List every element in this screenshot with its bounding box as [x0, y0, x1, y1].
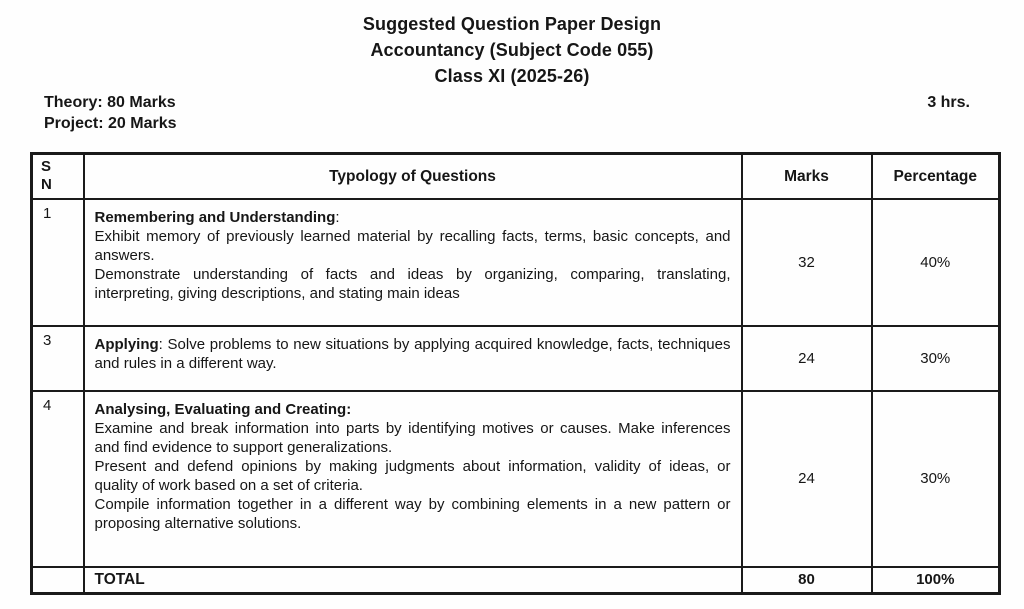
total-row [32, 567, 1000, 594]
percentage-column-header: Percentage [872, 154, 1000, 199]
sn-header-line-2: N [41, 176, 52, 193]
title-line-2: Accountancy (Subject Code 055) [370, 40, 654, 60]
marks-info [44, 92, 177, 134]
typology-paragraph: Compile information together in a different way by combining elements in a new pattern or proposing alternative solutions. [94, 495, 731, 532]
title-line-3: Class XI (2025-26) [434, 66, 590, 86]
document-title [0, 0, 1024, 89]
typology-cell [84, 326, 742, 391]
title-line-1: Suggested Question Paper Design [362, 14, 662, 34]
typology-cell [84, 391, 742, 567]
exam-duration: 3 hrs. [927, 94, 970, 111]
theory-marks: Theory: 80 Marks [44, 94, 176, 111]
typology-paragraph: Examine and break information into parts by identifying motives or causes. Make inferences and find evidence to support generalizations. [94, 419, 731, 456]
marks-cell: 24 [742, 326, 872, 391]
percentage-cell: 40% [872, 199, 1000, 326]
total-marks: 80 [742, 567, 872, 594]
typology-paragraph: Applying: Solve problems to new situations by applying acquired knowledge, facts, techniques and rules in a different way. [94, 335, 731, 372]
sn-header-line-1: S [41, 158, 52, 175]
question-paper-design-table [30, 152, 1001, 595]
row-serial-number: 1 [32, 199, 84, 326]
total-label: TOTAL [84, 567, 742, 594]
typology-column-header: Typology of Questions [84, 154, 742, 199]
exam-meta-row [44, 92, 970, 134]
sn-column-header [32, 154, 84, 199]
typology-paragraph: Exhibit memory of previously learned material by recalling facts, terms, basic concepts, and answers. [94, 227, 731, 264]
total-percentage: 100% [872, 567, 1000, 594]
marks-cell: 32 [742, 199, 872, 326]
table-row [32, 326, 1000, 391]
table-row [32, 391, 1000, 567]
marks-cell: 24 [742, 391, 872, 567]
typology-heading: Analysing, Evaluating and Creating: [94, 400, 352, 418]
percentage-cell: 30% [872, 326, 1000, 391]
row-serial-number: 4 [32, 391, 84, 567]
percentage-cell: 30% [872, 391, 1000, 567]
row-serial-number: 3 [32, 326, 84, 391]
typology-paragraph: Present and defend opinions by making judgments about information, validity of ideas, or quality of work based on a set of criteria. [94, 457, 731, 494]
marks-column-header: Marks [742, 154, 872, 199]
table-header-row [32, 154, 1000, 199]
total-empty-cell [32, 567, 84, 594]
typology-heading: Remembering and Understanding: [94, 208, 340, 226]
table-row [32, 199, 1000, 326]
typology-cell [84, 199, 742, 326]
typology-paragraph: Demonstrate understanding of facts and ideas by organizing, comparing, translating, interpreting, giving descriptions, and stating main ideas [94, 265, 731, 302]
project-marks: Project: 20 Marks [44, 115, 177, 132]
